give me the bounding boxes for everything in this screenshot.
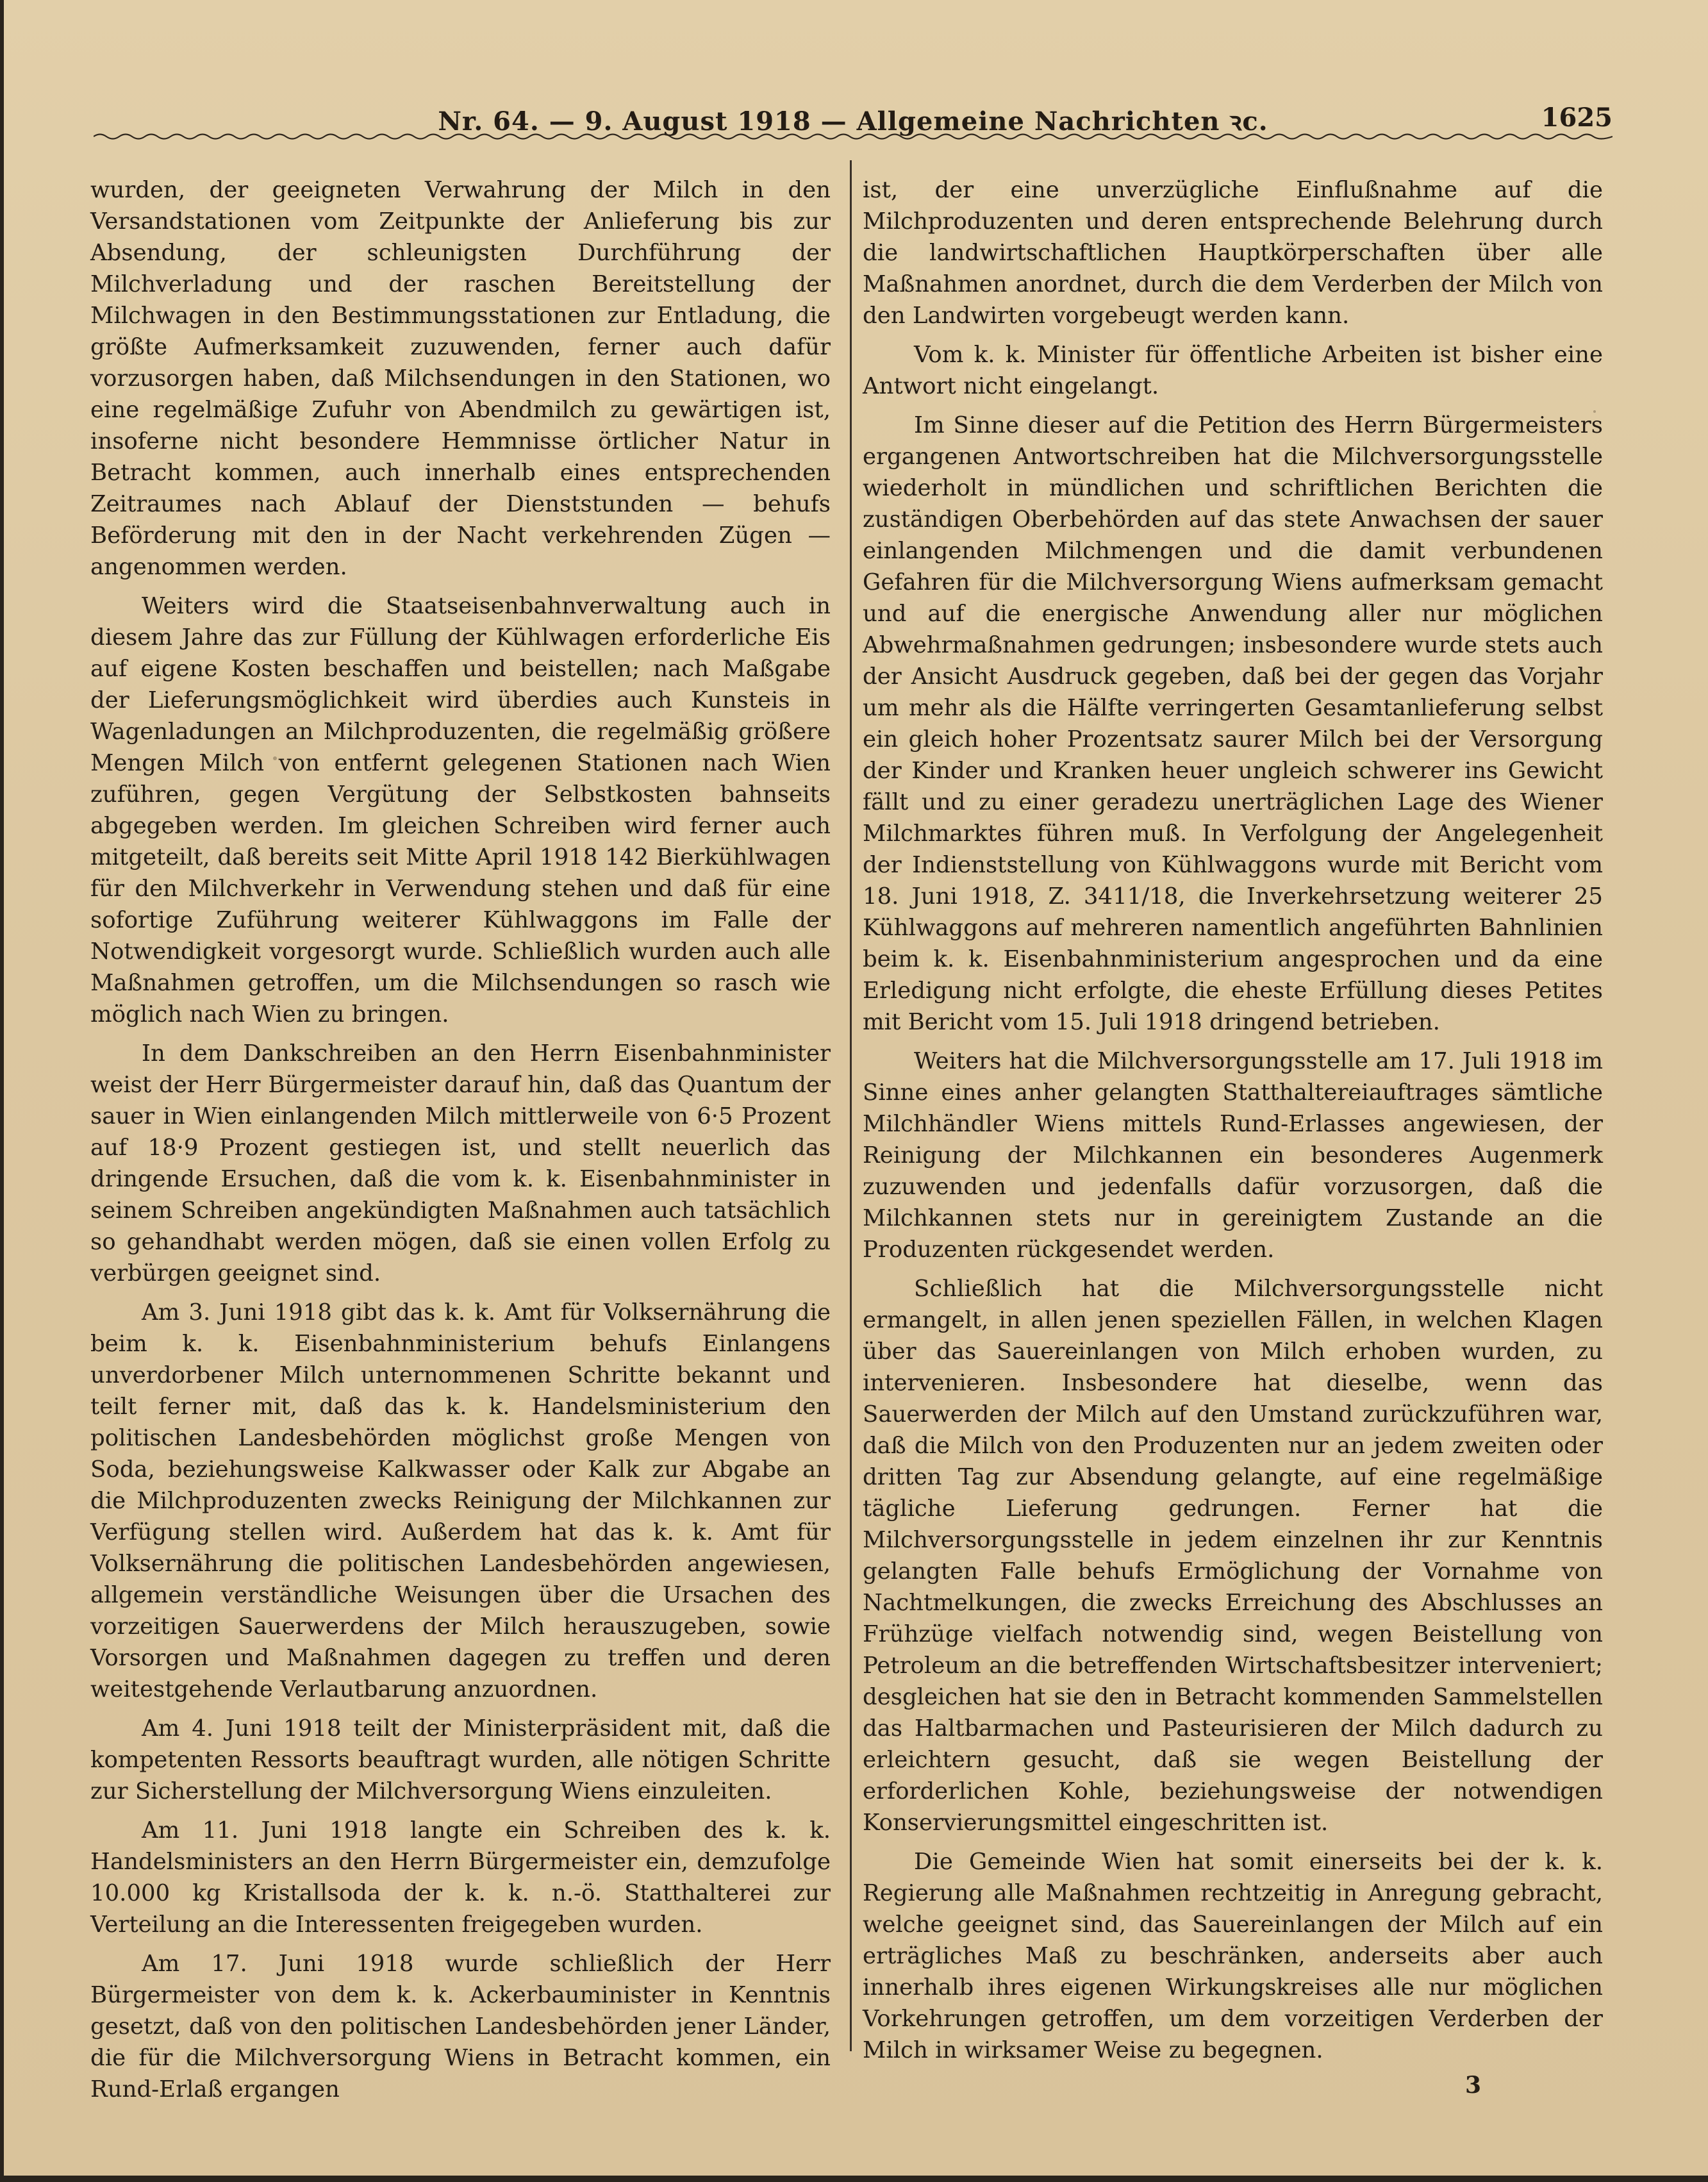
header-page-number: 1625 [1541,103,1613,133]
paragraph: Die Gemeinde Wien hat somit einerseits bei der k. k. Regierung alle Maßnahmen rechtzeitig in Anregung gebracht, welche geeignet sind, das Sauereinlangen der Milch auf ein erträgliches Maß zu beschränken, anderseits aber auch innerhalb ihres eigenen Wirkungskreises alle nur möglichen Vorkehrungen getroffen, um dem vorzeitigen Verderben der Milch in wirksamer Weise zu begegnen. [863,1849,1603,2063]
paragraph: wurden, der geeigneten Verwahrung der Milch in den Versandstationen vom Zeitpunkte der Anlieferung bis zur Absendung, der schleunigsten Durchführung der Milchverladung und der raschen Bereitstellung der Milchwagen in den Bestimmungsstationen zur Entladung, die größte Aufmerksamkeit zuzuwenden, ferner auch dafür vorzusorgen haben, daß Milchsendungen in den Stationen, wo eine regelmäßige Zufuhr von Abendmilch zu gewärtigen ist, insoferne nicht besondere Hemmnisse örtlicher Natur in Betracht kommen, auch innerhalb eines entsprechenden Zeitraumes nach Ablauf der Dienststunden — behufs Beförderung mit den in der Nacht verkehrenden Zügen — angenommen werden. [90,177,831,580]
paper-speck [1593,410,1596,413]
right-column [863,174,1603,2066]
column-divider [850,160,852,2051]
paragraph: Am 3. Juni 1918 gibt das k. k. Amt für Volksernährung die beim k. k. Eisenbahnministerium behufs Einlangens unverdorbener Milch unternommenen Schritte bekannt und teilt ferner mit, daß das k. k. Handelsministerium den politischen Landesbehörden möglichst große Mengen von Soda, beziehungsweise Kalkwasser oder Kalk zur Abgabe an die Milchproduzenten zwecks Reinigung der Milchkannen zur Verfügung stellen wird. Außerdem hat das k. k. Amt für Volksernährung die politischen Landesbehörden angewiesen, allgemein verständliche Weisungen über die Ursachen des vorzeitigen Sauerwerdens der Milch herauszugeben, sowie Vorsorgen und Maßnahmen dagegen zu treffen und deren weitestgehende Verlautbarung anzuordnen. [90,1299,831,1703]
header-title: Nr. 64. — 9. August 1918 — Allgemeine Nachrichten ꝛc. [438,106,1268,137]
paragraph: Schließlich hat die Milchversorgungsstelle nicht ermangelt, in allen jenen speziellen Fällen, in welchen Klagen über das Sauereinlangen von Milch erhoben wurden, zu intervenieren. Insbesondere hat dieselbe, wenn das Sauerwerden der Milch auf den Umstand zurückzuführen war, daß die Milch von den Produzenten nur an jedem zweiten oder dritten Tag zur Absendung gelangte, auf eine regelmäßige tägliche Lieferung gedrungen. Ferner hat die Milchversorgungsstelle in jedem einzelnen ihr zur Kenntnis gelangten Falle behufs Ermöglichung der Vornahme von Nachtmelkungen, die zwecks Erreichung des Abschlusses an Frühzüge vielfach notwendig sind, wegen Beistellung von Petroleum an die betreffenden Wirtschaftsbesitzer interveniert; desgleichen hat sie den in Betracht kommenden Sammelstellen das Haltbarmachen und Pasteurisieren der Milch dadurch zu erleichtern gesucht, daß sie wegen Beistellung der erforderlichen Kohle, beziehungsweise der notwendigen Konservierungsmittel eingeschritten ist. [863,1276,1603,1836]
paragraph: ist, der eine unverzügliche Einflußnahme auf die Milchproduzenten und deren entsprechende Belehrung durch die landwirtschaftlichen Hauptkörperschaften über alle Maßnahmen anordnet, durch die dem Verderben der Milch von den Landwirten vorgebeugt werden kann. [863,177,1603,329]
paragraph: Am 11. Juni 1918 langte ein Schreiben des k. k. Handelsministers an den Herrn Bürgermeister ein, demzufolge 10.000 kg Kristallsoda der k. k. n.-ö. Statthalterei zur Verteilung an die Interessenten freigegeben wurden. [90,1817,831,1938]
paragraph: Im Sinne dieser auf die Petition des Herrn Bürgermeisters ergangenen Antwortschreiben hat die Milchversorgungsstelle wiederholt in mündlichen und schriftlichen Berichten die zuständigen Oberbehörden auf das stete Anwachsen der sauer einlangenden Milchmengen und die damit verbundenen Gefahren für die Milchversorgung Wiens aufmerksam gemacht und auf die energische Anwendung aller nur möglichen Abwehrmaßnahmen gedrungen; insbesondere wurde stets auch der Ansicht Ausdruck gegeben, daß bei der gegen das Vorjahr um mehr als die Hälfte verringerten Gesamtanlieferung selbst ein gleich hoher Prozentsatz saurer Milch bei der Versorgung der Kinder und Kranken heuer ungleich schwerer ins Gewicht fällt und zu einer geradezu unerträglichen Lage des Wiener Milchmarktes führen muß. In Verfolgung der Angelegenheit der Indienststellung von Kühlwaggons wurde mit Bericht vom 18. Juni 1918, Z. 3411/18, die Inverkehrsetzung weiterer 25 Kühlwaggons auf mehreren namentlich angeführten Bahnlinien beim k. k. Eisenbahnministerium angesprochen und da eine Erledigung nicht erfolgte, die eheste Erfüllung dieses Petites mit Bericht vom 15. Juli 1918 dringend betrieben. [863,412,1603,1035]
paper-speck [1222,1545,1225,1548]
left-column [90,174,831,2105]
paragraph: Weiters hat die Milchversorgungsstelle am 17. Juli 1918 im Sinne eines anher gelangten Statthaltereiauftrages sämtliche Milchhändler Wiens mittels Rund-Erlasses angewiesen, der Reinigung der Milchkannen ein besonderes Augenmerk zuzuwenden und jedenfalls dafür vorzusorgen, daß die Milchkannen stets nur in gereinigtem Zustande an die Produzenten rückgesendet werden. [863,1048,1603,1263]
footer-page-number: 3 [1465,2072,1482,2099]
paragraph: Vom k. k. Minister für öffentliche Arbeiten ist bisher eine Antwort nicht eingelangt. [863,342,1603,399]
paragraph: Am 17. Juni 1918 wurde schließlich der Herr Bürgermeister von dem k. k. Ackerbauminister in Kenntnis gesetzt, daß von den politischen Landesbehörden jener Länder, die für die Milchversorgung Wiens in Betracht kommen, ein Rund-Erlaß ergangen [90,1951,831,2103]
header-wavy-rule [94,132,1613,141]
paragraph: Weiters wird die Staatseisenbahnverwaltung auch in diesem Jahre das zur Füllung der Kühlwagen erforderliche Eis auf eigene Kosten beschaffen und beistellen; nach Maßgabe der Lieferungsmöglichkeit wird überdies auch Kunsteis in Wagenladungen an Milchproduzenten, die regelmäßig größere Mengen Milch von entfernt gelegenen Stationen nach Wien zuführen, gegen Vergütung der Selbstkosten bahnseits abgegeben werden. Im gleichen Schreiben wird ferner auch mitgeteilt, daß bereits seit Mitte April 1918 142 Bierkühlwagen für den Milchverkehr in Verwendung stehen und daß für eine sofortige Zuführung weiterer Kühlwaggons im Falle der Notwendigkeit vorgesorgt wurde. Schließlich wurden auch alle Maßnahmen getroffen, um die Milchsendungen so rasch wie möglich nach Wien zu bringen. [90,593,831,1028]
paragraph: Am 4. Juni 1918 teilt der Ministerpräsident mit, daß die kompetenten Ressorts beauftragt wurden, alle nötigen Schritte zur Sicherstellung der Milchversorgung Wiens einzuleiten. [90,1715,831,1804]
paragraph: In dem Dankschreiben an den Herrn Eisenbahnminister weist der Herr Bürgermeister darauf hin, daß das Quantum der sauer in Wien einlangenden Milch mittlerweile von 6·5 Prozent auf 18·9 Prozent gestiegen ist, und stellt neuerlich das dringende Ersuchen, daß die vom k. k. Eisenbahnminister in seinem Schreiben angekündigten Maßnahmen auch tatsächlich so gehandhabt werden mögen, daß sie einen vollen Erfolg zu verbürgen geeignet sind. [90,1040,831,1287]
paper-speck [273,756,277,760]
